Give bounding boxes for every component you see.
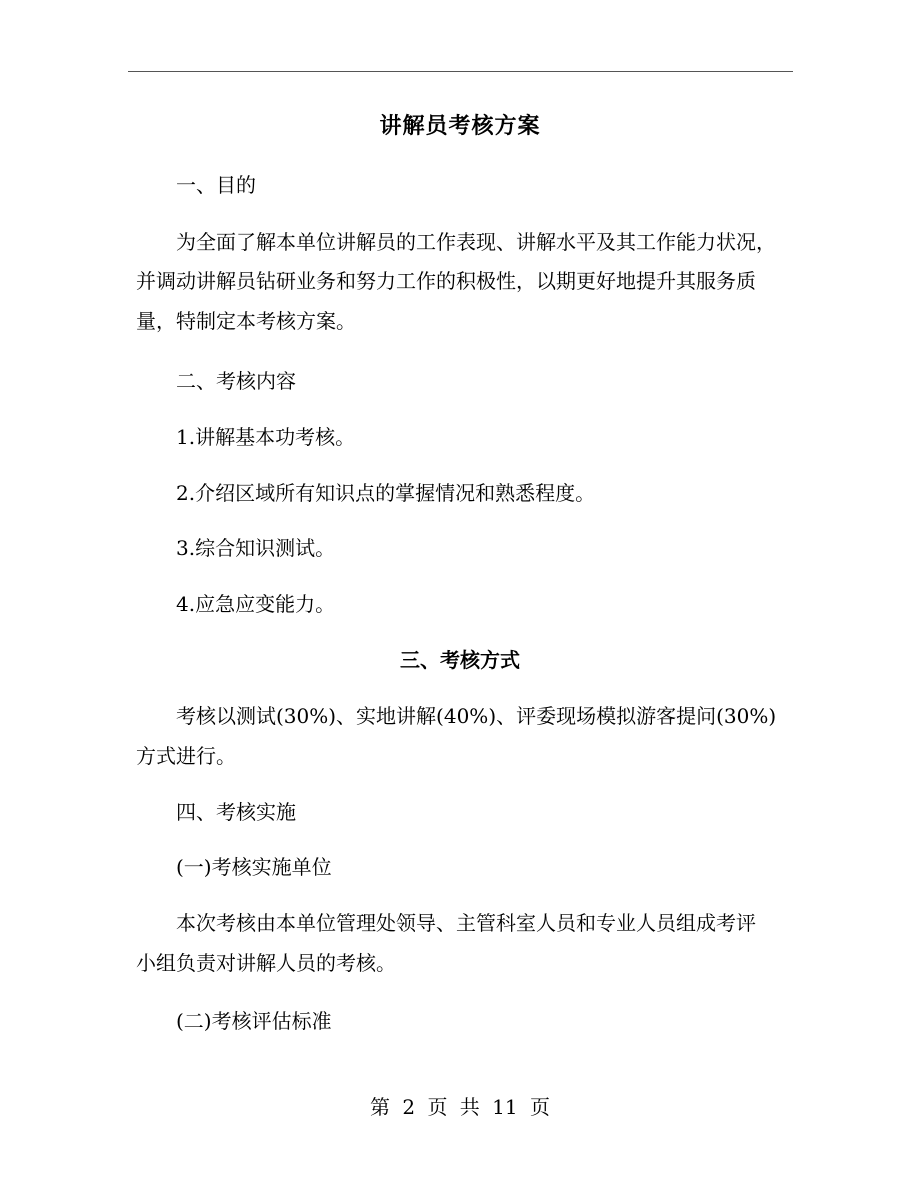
content-item-3: 3.综合知识测试。 <box>176 536 336 560</box>
method-line-2: 方式进行。 <box>136 744 236 768</box>
header-rule <box>128 71 793 72</box>
method-line-1: 考核以测试(30%)、实地讲解(40%)、评委现场模拟游客提问(30%) <box>176 704 777 728</box>
unit-line-2: 小组负责对讲解人员的考核。 <box>136 951 396 975</box>
section-heading-method: 三、考核方式 <box>400 648 520 672</box>
section-heading-implementation: 四、考核实施 <box>176 800 296 824</box>
unit-line-1: 本次考核由本单位管理处领导、主管科室人员和专业人员组成考评 <box>176 911 756 935</box>
document-title: 讲解员考核方案 <box>379 113 541 139</box>
content-item-1: 1.讲解基本功考核。 <box>176 425 356 449</box>
section-heading-content: 二、考核内容 <box>176 369 296 393</box>
purpose-line-3: 量，特制定本考核方案。 <box>136 309 356 333</box>
page-number: 第 2 页 共 11 页 <box>370 1095 550 1119</box>
subsection-heading-criteria: (二)考核评估标准 <box>176 1009 332 1033</box>
content-item-2: 2.介绍区域所有知识点的掌握情况和熟悉程度。 <box>176 481 596 505</box>
content-item-4: 4.应急应变能力。 <box>176 592 336 616</box>
subsection-heading-unit: (一)考核实施单位 <box>176 855 332 879</box>
purpose-line-1: 为全面了解本单位讲解员的工作表现、讲解水平及其工作能力状况， <box>176 230 776 254</box>
purpose-line-2: 并调动讲解员钻研业务和努力工作的积极性，以期更好地提升其服务质 <box>136 269 756 293</box>
section-heading-purpose: 一、目的 <box>176 173 256 197</box>
